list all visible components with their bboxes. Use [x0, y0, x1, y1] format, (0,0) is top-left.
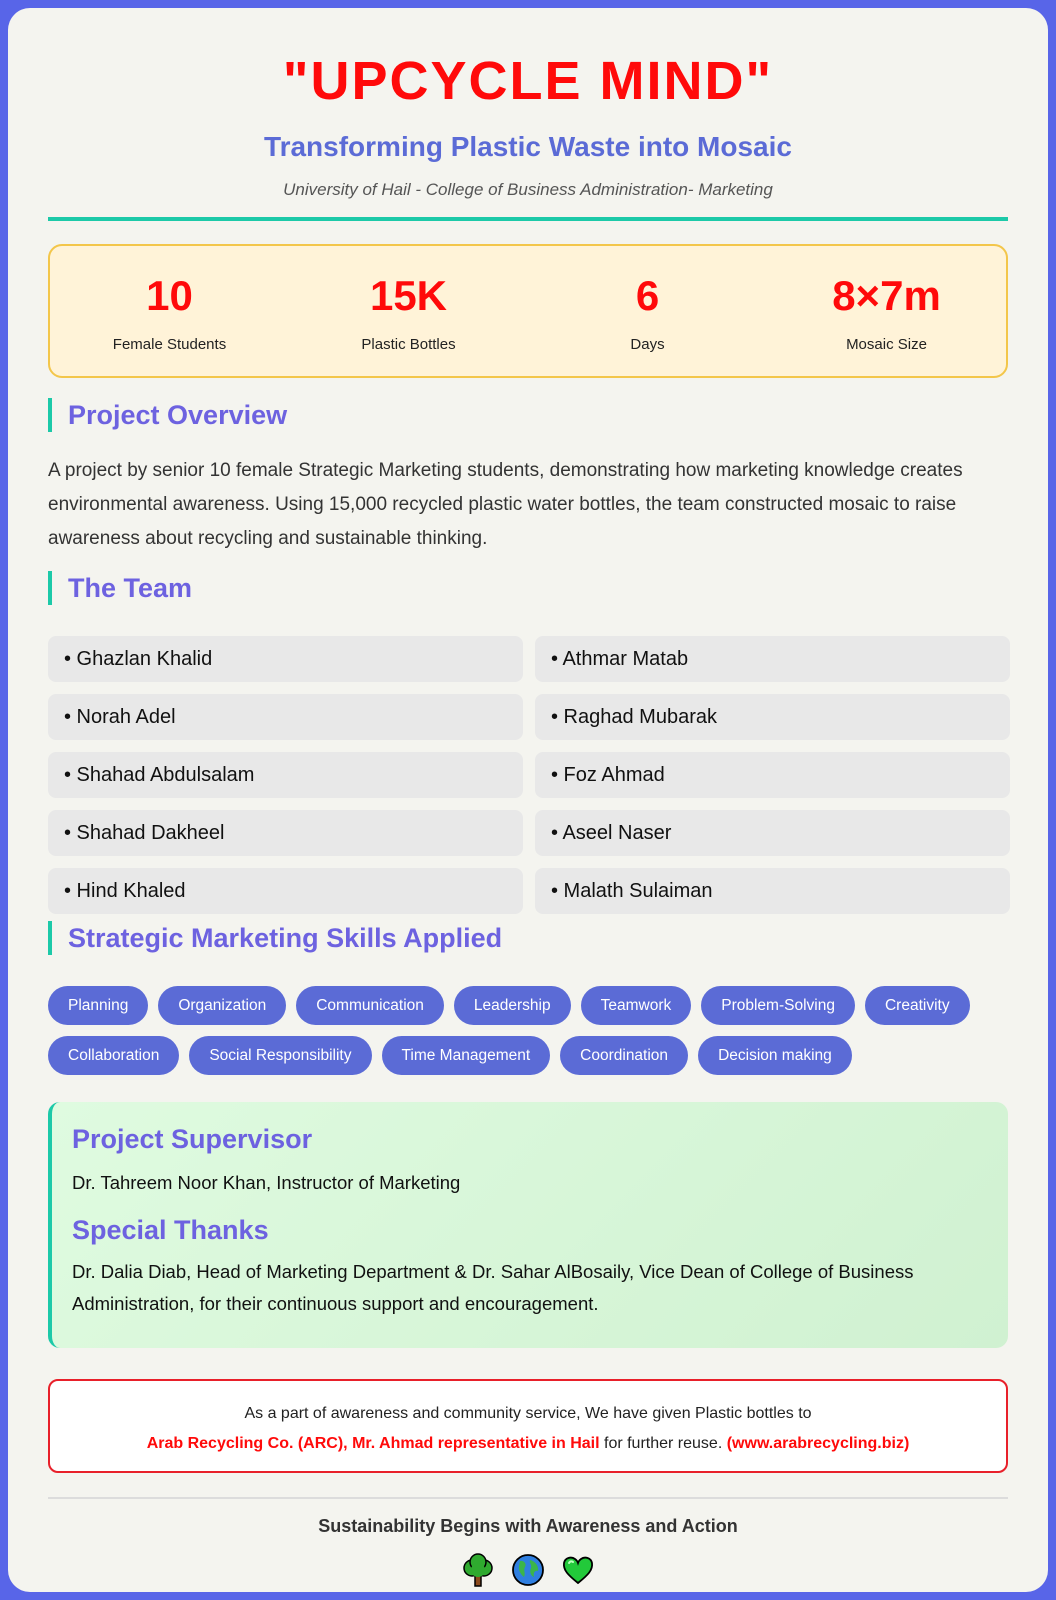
thanks-text: Dr. Dalia Diab, Head of Marketing Department & Dr. Sahar AlBosaily, Vice Dean of College of Business Administration, for their continuous support and encouragement. — [72, 1261, 914, 1314]
recycling-company: Arab Recycling Co. (ARC), Mr. Ahmad representative in Hail — [146, 1435, 600, 1452]
team-member: • Foz Ahmad — [535, 752, 1010, 798]
stat-label: Plastic Bottles — [361, 336, 456, 353]
footer-divider — [48, 1497, 1008, 1499]
poster — [8, 8, 1048, 1592]
skill-tag: Communication — [296, 986, 444, 1025]
support-panel — [48, 1102, 1008, 1348]
stat-value: 8×7m — [832, 272, 941, 319]
team-member: • Malath Sulaiman — [535, 868, 1010, 914]
thanks-heading: Special Thanks — [72, 1215, 269, 1245]
page-subtitle: Transforming Plastic Waste into Mosaic — [264, 131, 792, 162]
stat-students — [50, 246, 289, 376]
team-member: • Hind Khaled — [48, 868, 523, 914]
team-member: • Shahad Abdulsalam — [48, 752, 523, 798]
stat-label: Mosaic Size — [846, 336, 927, 353]
skill-tag: Teamwork — [581, 986, 692, 1025]
stat-label: Female Students — [112, 336, 227, 353]
institution-line: University of Hail - College of Business Administration- Marketing — [283, 180, 773, 199]
team-member: • Aseel Naser — [535, 810, 1010, 856]
team-grid — [48, 636, 1008, 914]
tree-icon — [460, 1552, 496, 1588]
team-member: • Norah Adel — [48, 694, 523, 740]
skill-tag: Coordination — [560, 1036, 688, 1075]
overview-heading: Project Overview — [48, 398, 1008, 432]
skill-tag: Social Responsibility — [189, 1036, 371, 1075]
stat-days — [528, 246, 767, 376]
donation-middle-text: for further reuse. — [599, 1435, 727, 1452]
team-member: • Athmar Matab — [535, 636, 1010, 682]
supervisor-text: Dr. Tahreem Noor Khan, Instructor of Marketing — [72, 1172, 461, 1193]
skill-tag: Creativity — [865, 986, 970, 1025]
footer-icons — [48, 1552, 1008, 1588]
stat-value: 10 — [146, 272, 193, 319]
recycling-website: (www.arabrecycling.biz) — [726, 1435, 910, 1452]
skill-tag: Decision making — [698, 1036, 852, 1075]
page-title: "UPCYCLE MIND" — [282, 51, 774, 111]
skill-tag: Time Management — [382, 1036, 551, 1075]
skill-tag: Organization — [158, 986, 286, 1025]
skill-tag: Collaboration — [48, 1036, 179, 1075]
team-member: • Ghazlan Khalid — [48, 636, 523, 682]
donation-line: As a part of awareness and community service, We have given Plastic bottles to — [244, 1405, 812, 1422]
green-heart-icon — [560, 1552, 596, 1588]
stat-value: 6 — [635, 272, 660, 319]
team-member: • Shahad Dakheel — [48, 810, 523, 856]
supervisor-heading: Project Supervisor — [72, 1124, 313, 1154]
globe-icon — [510, 1552, 546, 1588]
stat-value: 15K — [369, 272, 448, 319]
stat-mosaic-size — [767, 246, 1006, 376]
overview-text: A project by senior 10 female Strategic Marketing students, demonstrating how marketing knowledge creates environmental awareness. Using 15,000 recycled plastic water bottles, the team constructed mosaic to raise awareness about recycling and sustainable thinking. — [48, 460, 963, 549]
stat-label: Days — [630, 336, 665, 353]
stat-bottles — [289, 246, 528, 376]
header-divider — [48, 217, 1008, 221]
skills-heading: Strategic Marketing Skills Applied — [48, 921, 1008, 955]
donation-details — [50, 1429, 1006, 1459]
footer-tagline: Sustainability Begins with Awareness and Action — [318, 1516, 738, 1536]
skill-tag: Planning — [48, 986, 148, 1025]
team-heading: The Team — [48, 571, 1008, 605]
team-member: • Raghad Mubarak — [535, 694, 1010, 740]
stats-panel — [48, 244, 1008, 378]
skill-tag: Leadership — [454, 986, 571, 1025]
skills-list — [48, 986, 1008, 1075]
donation-notice — [48, 1379, 1008, 1473]
skill-tag: Problem-Solving — [701, 986, 855, 1025]
